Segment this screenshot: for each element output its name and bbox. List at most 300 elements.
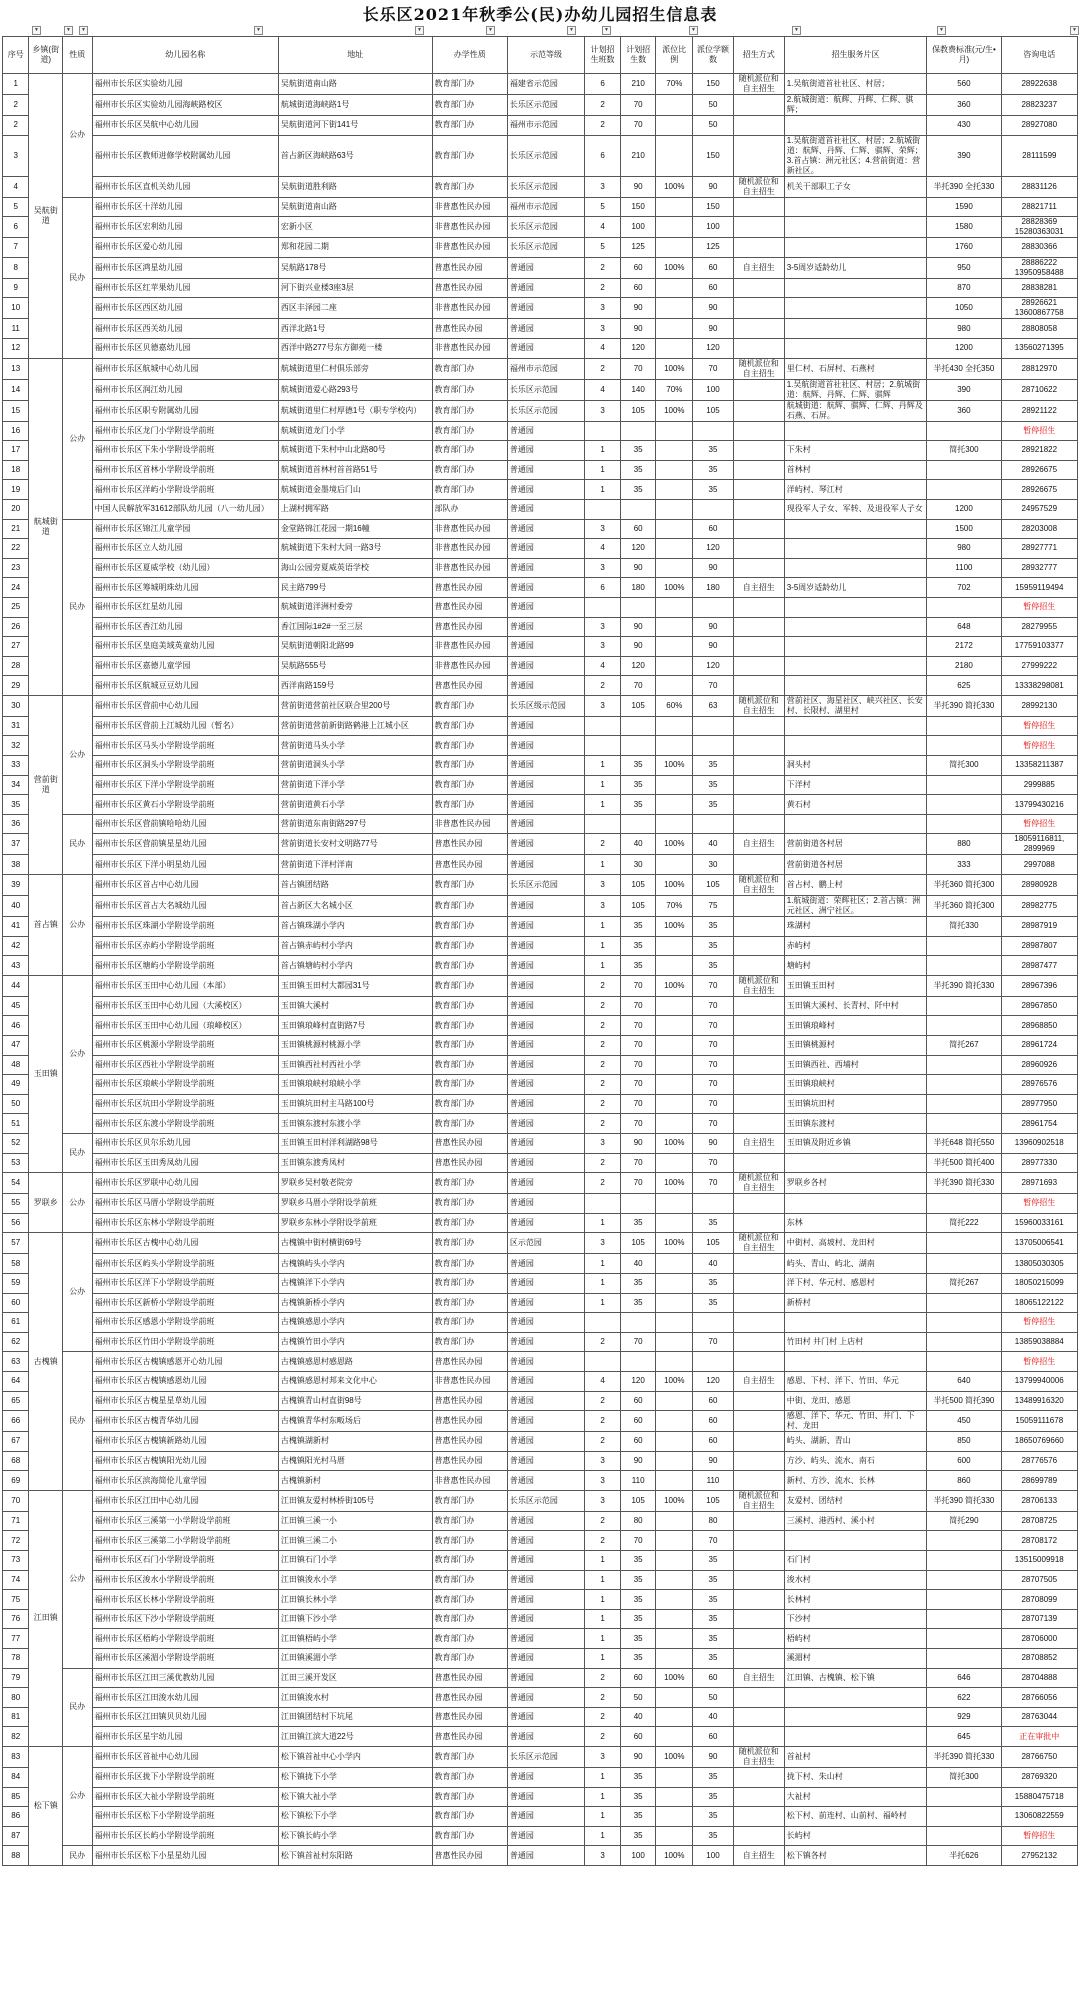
contact-phone: 28927771 <box>1001 539 1077 559</box>
school-address: 玉田镇东渡秀凤村 <box>278 1153 432 1173</box>
row-number: 75 <box>3 1590 29 1610</box>
lottery-ratio: 100% <box>656 1173 693 1194</box>
lottery-seats: 105 <box>693 1233 734 1254</box>
planned-classes: 1 <box>585 1293 621 1313</box>
planned-enrollment: 70 <box>620 1016 656 1036</box>
filter-dropdown-icon[interactable]: ▼ <box>567 26 576 35</box>
enrollment-method <box>733 1213 784 1233</box>
enrollment-method <box>733 676 784 696</box>
school-nature: 普惠性民办园 <box>432 1727 507 1747</box>
school-level: 普通园 <box>507 1807 584 1827</box>
table-row <box>3 135 1078 176</box>
lottery-ratio <box>656 1531 693 1551</box>
school-nature: 普惠性民办园 <box>432 278 507 298</box>
school-type-cell: 民办 <box>63 814 93 874</box>
school-level: 普通园 <box>507 775 584 795</box>
planned-classes: 2 <box>585 1531 621 1551</box>
table-row <box>3 676 1078 696</box>
tuition-fee: 半托648 简托550 <box>927 1133 1001 1153</box>
lottery-ratio: 100% <box>656 578 693 598</box>
contact-phone: 28699789 <box>1001 1471 1077 1491</box>
school-level: 普通园 <box>507 1609 584 1629</box>
tuition-fee: 950 <box>927 257 1001 278</box>
row-number: 65 <box>3 1391 29 1411</box>
school-type-cell: 公办 <box>63 875 93 976</box>
school-level: 普通园 <box>507 441 584 461</box>
lottery-seats <box>693 1352 734 1372</box>
row-number: 28 <box>3 656 29 676</box>
planned-classes: 4 <box>585 1371 621 1391</box>
school-name: 福州市长乐区洋下小学附设学前班 <box>92 1273 278 1293</box>
lottery-seats: 100 <box>693 379 734 400</box>
tuition-fee <box>927 1194 1001 1214</box>
service-area <box>784 1313 927 1333</box>
table-row <box>3 1490 1078 1511</box>
table-row <box>3 656 1078 676</box>
table-row <box>3 1707 1078 1727</box>
row-number: 69 <box>3 1471 29 1491</box>
contact-phone: 28769320 <box>1001 1768 1077 1788</box>
school-level: 普通园 <box>507 1016 584 1036</box>
planned-classes: 3 <box>585 319 621 339</box>
school-level: 普通园 <box>507 1313 584 1333</box>
planned-classes: 4 <box>585 338 621 358</box>
school-name: 福州市长乐区黄石小学附设学前班 <box>92 795 278 815</box>
row-number: 64 <box>3 1371 29 1391</box>
enrollment-method <box>733 238 784 258</box>
enrollment-method <box>733 917 784 937</box>
column-header: 办学性质 <box>432 37 507 74</box>
lottery-ratio <box>656 1213 693 1233</box>
service-area: 里仁村、石屏村、石燕村 <box>784 358 927 379</box>
school-address: 吴航路555号 <box>278 656 432 676</box>
service-area: 竹田村 井门村 上店村 <box>784 1332 927 1352</box>
filter-dropdown-icon[interactable]: ▼ <box>937 26 946 35</box>
school-nature: 教育部门办 <box>432 917 507 937</box>
lottery-ratio <box>656 637 693 657</box>
tuition-fee: 半托390 简托330 <box>927 1747 1001 1768</box>
enrollment-method <box>733 656 784 676</box>
enrollment-method <box>733 1826 784 1846</box>
filter-dropdown-icon[interactable]: ▼ <box>1070 26 1079 35</box>
tuition-fee: 860 <box>927 1471 1001 1491</box>
filter-dropdown-icon[interactable]: ▼ <box>486 26 495 35</box>
column-header: 招生服务片区 <box>784 37 927 74</box>
row-number: 32 <box>3 736 29 756</box>
lottery-ratio <box>656 1471 693 1491</box>
planned-enrollment: 90 <box>620 1451 656 1471</box>
school-address: 民主路799号 <box>278 578 432 598</box>
school-level: 长乐区示范园 <box>507 238 584 258</box>
service-area: 现役军人子女、军转、及退役军人子女 <box>784 499 927 519</box>
contact-phone: 24957529 <box>1001 499 1077 519</box>
school-address: 玉田镇琅峡村琅峡小学 <box>278 1075 432 1095</box>
row-number: 11 <box>3 319 29 339</box>
service-area <box>784 1153 927 1173</box>
planned-enrollment: 70 <box>620 116 656 136</box>
enrollment-method <box>733 795 784 815</box>
planned-enrollment: 70 <box>620 975 656 996</box>
service-area <box>784 519 927 539</box>
school-level: 普通园 <box>507 736 584 756</box>
lottery-ratio <box>656 1055 693 1075</box>
tuition-fee: 980 <box>927 539 1001 559</box>
school-level: 长乐区示范园 <box>507 1747 584 1768</box>
service-area <box>784 558 927 578</box>
lottery-ratio <box>656 539 693 559</box>
school-level: 普通园 <box>507 975 584 996</box>
lottery-seats: 35 <box>693 1293 734 1313</box>
tuition-fee: 半托390 简托330 <box>927 1490 1001 1511</box>
service-area: 大祉村 <box>784 1787 927 1807</box>
planned-enrollment: 70 <box>620 1036 656 1056</box>
enrollment-method <box>733 996 784 1016</box>
planned-classes: 3 <box>585 1846 621 1866</box>
tuition-fee <box>927 1075 1001 1095</box>
table-row <box>3 1332 1078 1352</box>
enrollment-method <box>733 1016 784 1036</box>
tuition-fee: 645 <box>927 1727 1001 1747</box>
contact-phone: 28766056 <box>1001 1688 1077 1708</box>
column-header: 计划招生班数 <box>585 37 621 74</box>
filter-dropdown-icon[interactable]: ▼ <box>64 26 73 35</box>
lottery-seats: 50 <box>693 1688 734 1708</box>
planned-classes <box>585 716 621 736</box>
service-area: 下朱村 <box>784 441 927 461</box>
tuition-fee: 简托267 <box>927 1036 1001 1056</box>
lottery-seats: 90 <box>693 1747 734 1768</box>
school-name: 福州市长乐区东渡小学附设学前班 <box>92 1114 278 1134</box>
service-area <box>784 298 927 319</box>
school-nature: 教育部门办 <box>432 736 507 756</box>
school-level: 长乐区示范园 <box>507 135 584 176</box>
tuition-fee: 简托300 <box>927 1768 1001 1788</box>
enrollment-method <box>733 217 784 238</box>
row-number: 84 <box>3 1768 29 1788</box>
enrollment-method: 随机派位和自主招生 <box>733 1173 784 1194</box>
row-number: 46 <box>3 1016 29 1036</box>
school-name: 福州市长乐区玉田秀凤幼儿园 <box>92 1153 278 1173</box>
planned-classes: 2 <box>585 1688 621 1708</box>
row-number: 61 <box>3 1313 29 1333</box>
enrollment-method <box>733 441 784 461</box>
contact-phone: 18050215099 <box>1001 1273 1077 1293</box>
enrollment-method: 自主招生 <box>733 1133 784 1153</box>
lottery-ratio <box>656 278 693 298</box>
contact-phone: 13799430216 <box>1001 795 1077 815</box>
school-level: 普通园 <box>507 1511 584 1531</box>
school-name: 福州市长乐区香江幼儿园 <box>92 617 278 637</box>
contact-phone: 28708099 <box>1001 1590 1077 1610</box>
tuition-fee: 870 <box>927 278 1001 298</box>
school-nature: 非普惠性民办园 <box>432 197 507 217</box>
contact-phone: 15960033161 <box>1001 1213 1077 1233</box>
school-nature: 普惠性民办园 <box>432 1451 507 1471</box>
service-area: 洋屿村、琴江村 <box>784 480 927 500</box>
filter-dropdown-icon[interactable]: ▼ <box>79 26 88 35</box>
lottery-ratio <box>656 1391 693 1411</box>
tuition-fee: 1580 <box>927 217 1001 238</box>
planned-enrollment: 120 <box>620 656 656 676</box>
town-cell: 吴航街道 <box>29 74 63 359</box>
tuition-fee <box>927 1629 1001 1649</box>
table-row <box>3 358 1078 379</box>
school-name: 福州市长乐区桃源小学附设学前班 <box>92 1036 278 1056</box>
row-number: 10 <box>3 298 29 319</box>
school-level: 长乐区示范园 <box>507 217 584 238</box>
school-nature: 教育部门办 <box>432 936 507 956</box>
school-nature: 教育部门办 <box>432 1273 507 1293</box>
tuition-fee: 半托390 简托330 <box>927 1173 1001 1194</box>
lottery-seats: 60 <box>693 519 734 539</box>
enrollment-method <box>733 1293 784 1313</box>
school-nature: 非普惠性民办园 <box>432 338 507 358</box>
school-nature: 教育部门办 <box>432 400 507 421</box>
tuition-fee: 625 <box>927 676 1001 696</box>
planned-classes: 1 <box>585 1590 621 1610</box>
column-header: 示范等级 <box>507 37 584 74</box>
school-address: 营前街道东南街路297号 <box>278 814 432 834</box>
service-area <box>784 539 927 559</box>
school-nature: 教育部门办 <box>432 1213 507 1233</box>
planned-enrollment: 35 <box>620 756 656 776</box>
service-area: 营前社区、海星社区、峡兴社区、长安村、长限村、湖里村 <box>784 695 927 716</box>
planned-enrollment: 70 <box>620 95 656 116</box>
school-name: 福州市长乐区营前上江城幼儿园（暂名） <box>92 716 278 736</box>
planned-classes: 4 <box>585 656 621 676</box>
school-type-cell: 公办 <box>63 975 93 1133</box>
school-address: 玉田镇坑田村主马路100号 <box>278 1094 432 1114</box>
school-level: 普通园 <box>507 1173 584 1194</box>
planned-classes: 1 <box>585 775 621 795</box>
planned-classes: 1 <box>585 480 621 500</box>
planned-enrollment <box>620 499 656 519</box>
school-address: 松下镇首祉村东阳路 <box>278 1846 432 1866</box>
planned-enrollment: 35 <box>620 1609 656 1629</box>
lottery-seats: 80 <box>693 1511 734 1531</box>
lottery-ratio <box>656 1551 693 1571</box>
planned-classes: 2 <box>585 1668 621 1688</box>
school-nature: 教育部门办 <box>432 695 507 716</box>
tuition-fee <box>927 736 1001 756</box>
table-row <box>3 875 1078 896</box>
school-nature: 教育部门办 <box>432 1570 507 1590</box>
service-area: 松下镇各村 <box>784 1846 927 1866</box>
school-address: 古槐镇感恩小学内 <box>278 1313 432 1333</box>
service-area <box>784 617 927 637</box>
row-number: 73 <box>3 1551 29 1571</box>
planned-enrollment: 100 <box>620 217 656 238</box>
service-area: 新村、方沙、流水、长林 <box>784 1471 927 1491</box>
contact-phone: 28980928 <box>1001 875 1077 896</box>
school-name: 福州市长乐区感恩小学附设学前班 <box>92 1313 278 1333</box>
lottery-seats: 70 <box>693 996 734 1016</box>
school-address: 江田镇团结村下坑尾 <box>278 1707 432 1727</box>
lottery-ratio <box>656 480 693 500</box>
planned-classes: 4 <box>585 217 621 238</box>
table-row <box>3 617 1078 637</box>
school-address: 古槐镇湖新村 <box>278 1432 432 1452</box>
lottery-seats: 125 <box>693 238 734 258</box>
lottery-seats: 110 <box>693 1471 734 1491</box>
school-level: 普通园 <box>507 278 584 298</box>
service-area: 松下村、前连村、山前村、福岭村 <box>784 1807 927 1827</box>
row-number: 53 <box>3 1153 29 1173</box>
planned-enrollment: 70 <box>620 996 656 1016</box>
planned-classes: 1 <box>585 1787 621 1807</box>
contact-phone: 13338298081 <box>1001 676 1077 696</box>
school-type-cell: 民办 <box>63 1352 93 1491</box>
tuition-fee: 702 <box>927 578 1001 598</box>
school-address: 玉田镇桃源村桃源小学 <box>278 1036 432 1056</box>
school-name: 福州市长乐区玉田中心幼儿园（本部） <box>92 975 278 996</box>
planned-enrollment: 35 <box>620 1649 656 1669</box>
filter-dropdown-icon[interactable]: ▼ <box>792 26 801 35</box>
school-name: 福州市长乐区石门小学附设学前班 <box>92 1551 278 1571</box>
enrollment-method <box>733 896 784 917</box>
contact-phone: 13515009918 <box>1001 1551 1077 1571</box>
tuition-fee: 简托222 <box>927 1213 1001 1233</box>
planned-enrollment: 35 <box>620 1768 656 1788</box>
service-area: 3-5周岁适龄幼儿 <box>784 578 927 598</box>
school-name: 福州市长乐区夏威学校（幼儿园） <box>92 558 278 578</box>
lottery-ratio <box>656 298 693 319</box>
planned-classes: 2 <box>585 1153 621 1173</box>
lottery-seats: 50 <box>693 95 734 116</box>
tuition-fee: 简托300 <box>927 441 1001 461</box>
school-level: 普通园 <box>507 1649 584 1669</box>
row-number: 16 <box>3 421 29 441</box>
lottery-ratio: 100% <box>656 1490 693 1511</box>
school-name: 福州市长乐区溪湄小学附设学前班 <box>92 1649 278 1669</box>
planned-classes: 1 <box>585 1551 621 1571</box>
school-name: 福州市长乐区十洋幼儿园 <box>92 197 278 217</box>
lottery-ratio <box>656 338 693 358</box>
filter-dropdown-icon[interactable]: ▼ <box>415 26 424 35</box>
planned-classes: 3 <box>585 695 621 716</box>
school-name: 福州市长乐区竹田小学附设学前班 <box>92 1332 278 1352</box>
tuition-fee: 2180 <box>927 656 1001 676</box>
lottery-ratio <box>656 1432 693 1452</box>
planned-enrollment: 210 <box>620 135 656 176</box>
tuition-fee: 450 <box>927 1411 1001 1432</box>
school-level: 普通园 <box>507 539 584 559</box>
lottery-seats: 90 <box>693 319 734 339</box>
filter-dropdown-icon[interactable]: ▼ <box>32 26 41 35</box>
school-address: 玉田镇玉田村大都园31号 <box>278 975 432 996</box>
filter-dropdown-icon[interactable]: ▼ <box>602 26 611 35</box>
lottery-seats: 70 <box>693 1153 734 1173</box>
town-cell: 松下镇 <box>29 1747 63 1866</box>
tuition-fee: 850 <box>927 1432 1001 1452</box>
school-nature: 非普惠性民办园 <box>432 217 507 238</box>
school-address: 江田镇长林小学 <box>278 1590 432 1610</box>
planned-classes <box>585 814 621 834</box>
school-level: 普通园 <box>507 917 584 937</box>
service-area: 长林村 <box>784 1590 927 1610</box>
contact-phone: 28926675 <box>1001 460 1077 480</box>
table-row <box>3 441 1078 461</box>
lottery-ratio: 100% <box>656 400 693 421</box>
school-address: 古槐镇新村 <box>278 1471 432 1491</box>
enrollment-method <box>733 936 784 956</box>
school-nature: 普惠性民办园 <box>432 1153 507 1173</box>
school-level: 普通园 <box>507 1668 584 1688</box>
lottery-seats: 90 <box>693 558 734 578</box>
school-type-cell: 民办 <box>63 1668 93 1746</box>
enrollment-method: 随机派位和自主招生 <box>733 176 784 197</box>
enrollment-method <box>733 1688 784 1708</box>
row-number: 87 <box>3 1826 29 1846</box>
table-row <box>3 917 1078 937</box>
service-area: 拢下村、朱山村 <box>784 1768 927 1788</box>
school-type-cell: 公办 <box>63 358 93 519</box>
school-address: 首占镇团结路 <box>278 875 432 896</box>
column-header: 保教费标准(元/生•月) <box>927 37 1001 74</box>
school-nature: 教育部门办 <box>432 1233 507 1254</box>
service-area: 玉田镇琅峡村 <box>784 1075 927 1095</box>
planned-enrollment: 35 <box>620 460 656 480</box>
tuition-fee: 560 <box>927 74 1001 95</box>
lottery-ratio <box>656 1688 693 1708</box>
lottery-seats: 35 <box>693 936 734 956</box>
school-address: 罗联乡吴村敬老院旁 <box>278 1173 432 1194</box>
table-row <box>3 1313 1078 1333</box>
enrollment-method <box>733 1727 784 1747</box>
row-number: 58 <box>3 1254 29 1274</box>
planned-enrollment: 70 <box>620 1055 656 1075</box>
school-nature: 普惠性民办园 <box>432 1668 507 1688</box>
service-area: 珠湖村 <box>784 917 927 937</box>
service-area: 感恩、下村、洋下、竹田、华元 <box>784 1371 927 1391</box>
column-header: 幼儿园名称 <box>92 37 278 74</box>
row-number: 60 <box>3 1293 29 1313</box>
table-row <box>3 1352 1078 1372</box>
tuition-fee: 半托626 <box>927 1846 1001 1866</box>
filter-dropdown-icon[interactable]: ▼ <box>689 26 698 35</box>
service-area <box>784 814 927 834</box>
tuition-fee <box>927 795 1001 815</box>
lottery-ratio <box>656 1254 693 1274</box>
school-address: 营前街道营前社区联合里200号 <box>278 695 432 716</box>
school-name: 福州市长乐区西区幼儿园 <box>92 298 278 319</box>
school-address: 首占新区海峡路63号 <box>278 135 432 176</box>
contact-phone: 28976576 <box>1001 1075 1077 1095</box>
enrollment-method <box>733 539 784 559</box>
enrollment-method <box>733 197 784 217</box>
school-level: 普通园 <box>507 1590 584 1610</box>
school-nature: 教育部门办 <box>432 116 507 136</box>
tuition-fee: 648 <box>927 617 1001 637</box>
contact-phone: 28708725 <box>1001 1511 1077 1531</box>
planned-classes: 3 <box>585 176 621 197</box>
filter-dropdown-icon[interactable]: ▼ <box>254 26 263 35</box>
contact-phone: 暂停招生 <box>1001 1313 1077 1333</box>
contact-phone: 暂停招生 <box>1001 1352 1077 1372</box>
school-name: 福州市长乐区长屿小学附设学前班 <box>92 1826 278 1846</box>
table-row <box>3 1036 1078 1056</box>
row-number: 4 <box>3 176 29 197</box>
table-row <box>3 1609 1078 1629</box>
tuition-fee <box>927 1016 1001 1036</box>
lottery-seats: 70 <box>693 1075 734 1095</box>
lottery-ratio: 100% <box>656 358 693 379</box>
school-nature: 教育部门办 <box>432 996 507 1016</box>
lottery-ratio <box>656 1114 693 1134</box>
school-name: 福州市长乐区坑田小学附设学前班 <box>92 1094 278 1114</box>
school-level: 普通园 <box>507 855 584 875</box>
tuition-fee: 简托290 <box>927 1511 1001 1531</box>
